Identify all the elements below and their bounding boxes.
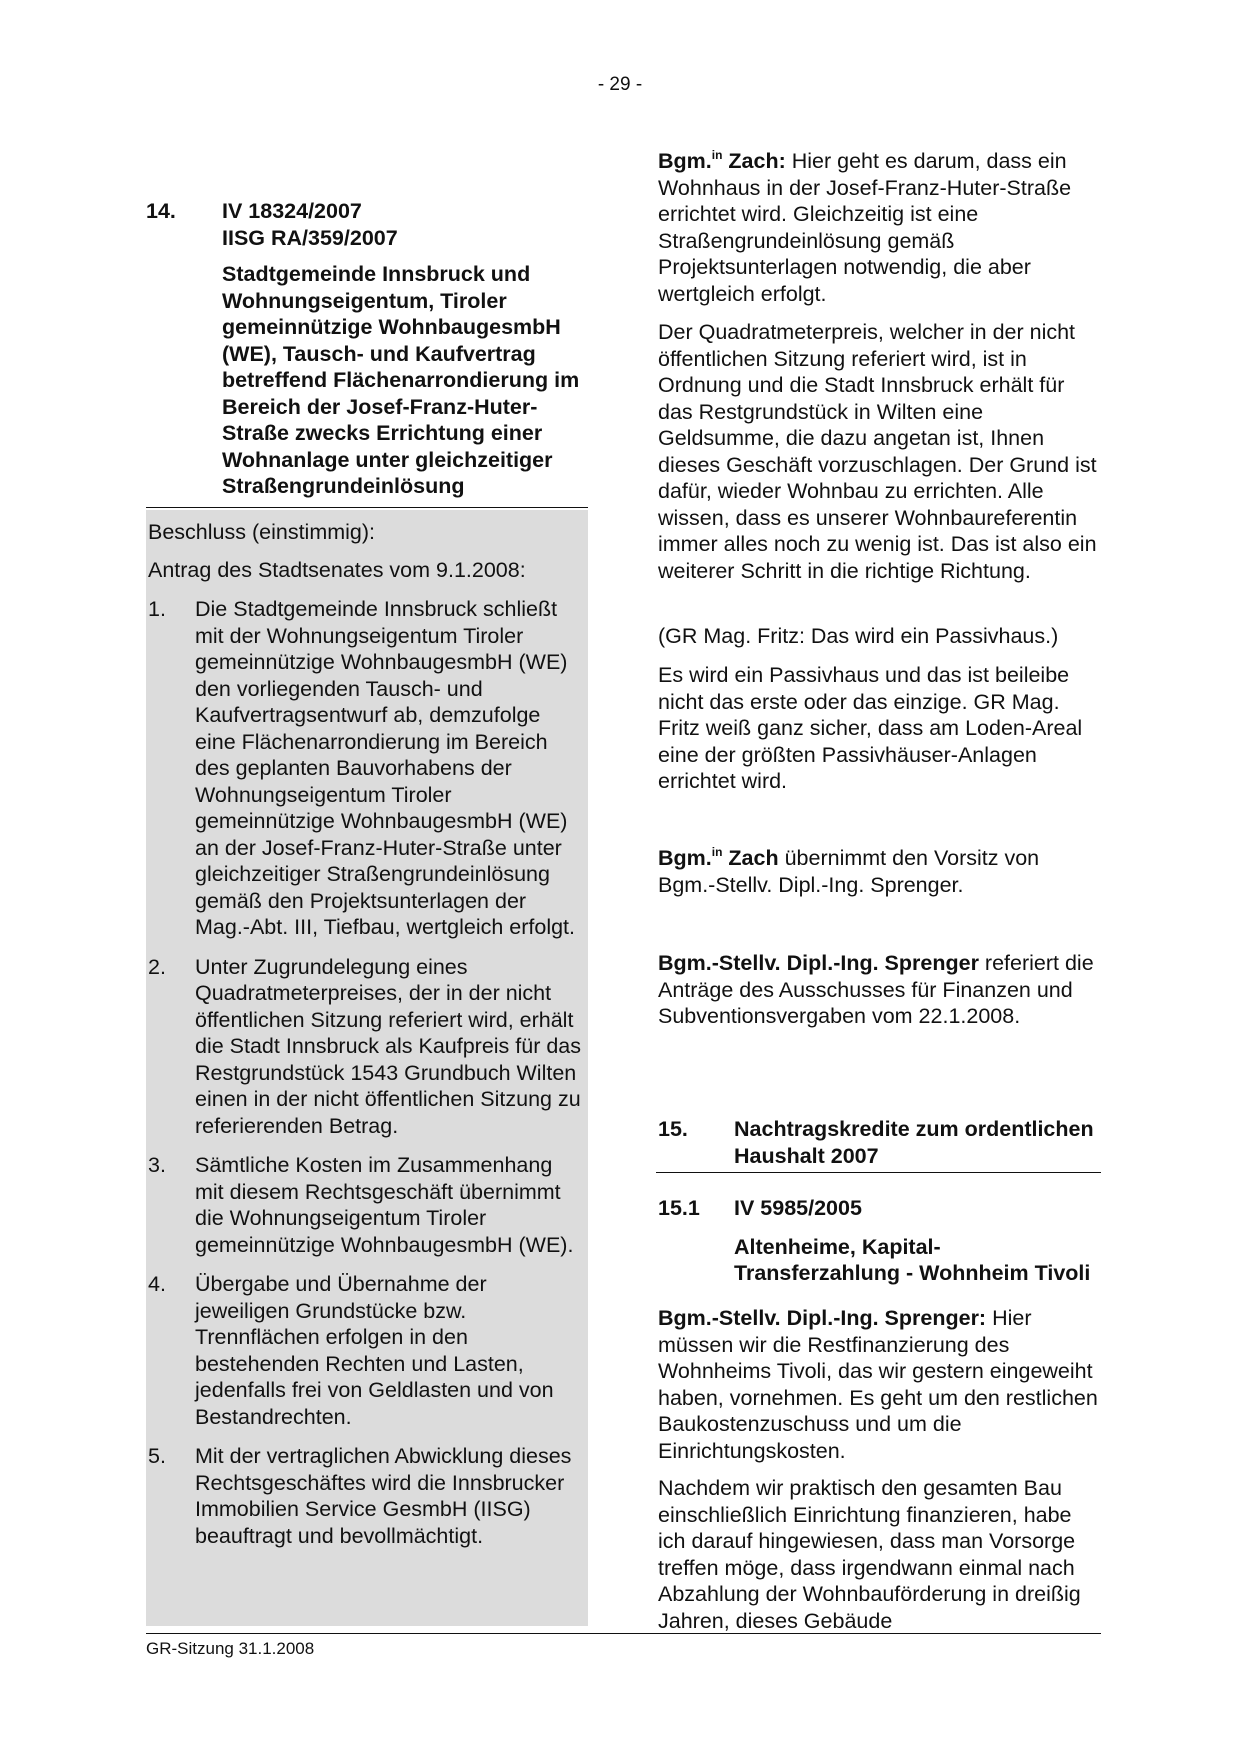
list-item: 5. Mit der vertraglichen Abwicklung dieses Rechtsgeschäftes wird die Innsbrucker Immobilien Service GesmbH (IISG) beauftragt und bevollmächtigt.	[148, 1444, 572, 1548]
list-item: 3. Sämtliche Kosten im Zusammenhang mit diesem Rechtsgeschäft übernimmt die Wohnungseigentum Tiroler gemeinnützige WohnbaugesmbH (WE).	[148, 1153, 574, 1257]
section-15-1-title: Altenheime, Kapital-Transferzahlung - Wohnheim Tivoli	[734, 1234, 1091, 1285]
decision-label: Beschluss (einstimmig):	[148, 520, 375, 544]
section-15-1-header: 15.1 IV 5985/2005 Altenheime, Kapital-Transferzahlung - Wohnheim Tivoli	[658, 1195, 1101, 1287]
list-item: 4. Übergabe und Übernahme der jeweiligen Grundstücke bzw. Trennflächen erfolgen in den bestehenden Rechten und Lasten, jedenfalls frei von Geldlasten und von Bestandrechten.	[148, 1272, 554, 1429]
item-title: Stadtgemeinde Innsbruck und Wohnungseigentum, Tiroler gemeinnützige WohnbaugesmbH (WE), Tausch- und Kaufvertrag betreffend Flächenarrondierung im Bereich der Josef-Franz-Huter-Straße zwecks Errichtung einer Wohnanlage unter gleichzeitiger Straßengrundeinlösung	[222, 262, 580, 498]
paragraph: Es wird ein Passivhaus und das ist beileibe nicht das erste oder das einzige. GR Mag. Fritz weiß ganz sicher, dass am Loden-Areal eine der größten Passivhäuser-Anlagen errichtet wird.	[658, 663, 1083, 793]
list-item: 1. Die Stadtgemeinde Innsbruck schließt mit der Wohnungseigentum Tiroler gemeinnützige WohnbaugesmbH (WE) den vorliegenden Tausch- und Kaufvertragsentwurf ab, demzufolge eine Flächenarrondierung im Bereich des geplanten Bauvorhabens der Wohnungseigentum Tiroler gemeinnützige WohnbaugesmbH (WE) an der Josef-Franz-Huter-Straße unter gleichzeitiger Straßengrundeinlösung gemäß den Projektsunterlagen der Mag.-Abt. III, Tiefbau, wertgleich erfolgt.	[148, 597, 576, 939]
interjection: (GR Mag. Fritz: Das wird ein Passivhaus.)	[658, 624, 1059, 648]
sprenger-statement: Bgm.-Stellv. Dipl.-Ing. Sprenger: Hier müssen wir die Restfinanzierung des Wohnheims Tivoli, das wir gestern eingeweiht haben, vornehmen. Es geht um den restlichen Baukostenzuschuss und um die Einrichtungskosten.	[658, 1306, 1098, 1463]
page-number: - 29 -	[597, 74, 643, 95]
paragraph: Nachdem wir praktisch den gesamten Bau einschließlich Einrichtung finanzieren, habe ich darauf hingewiesen, dass man Vorsorge treffen möge, dass irgendwann einmal nach Abzahlung der Wohnbauförderung in dreißig Jahren, dieses Gebäude	[658, 1476, 1081, 1633]
list-item: 2. Unter Zugrundelegung eines Quadratmeterpreises, der in der nicht öffentlichen Sitzung referiert wird, erhält die Stadt Innsbruck als Kaufpreis für das Restgrundstück 1543 Grundbuch Wilten einen in der nicht öffentlichen Sitzung zu referierenden Betrag.	[148, 954, 582, 1138]
item-number: 14.	[146, 199, 176, 223]
zach-statement: Bgm.$^{in}$ Zach: Hier geht es darum, dass ein Wohnhaus in der Josef-Franz-Huter-Straße errichtet wird. Gleichzeitig ist eine Straßengrundeinlösung gemäß Projektsunterlagen notwendig, die aber wertgleich erfolgt.	[658, 148, 1072, 306]
section-divider	[656, 1172, 1101, 1173]
motion-list	[148, 596, 586, 1562]
chair-handover: Bgm.$^{in}$ Zach übernimmt den Vorsitz von Bgm.-Stellv. Dipl.-Ing. Sprenger.	[658, 845, 1040, 897]
footer-session: GR-Sitzung 31.1.2008	[146, 1639, 315, 1658]
footer-divider	[146, 1633, 1101, 1634]
item-ref-2: IISG RA/359/2007	[222, 225, 398, 250]
section-15-1-ref: IV 5985/2005	[734, 1196, 862, 1220]
item-divider	[146, 507, 588, 508]
item-ref-1: IV 18324/2007	[222, 199, 362, 223]
section-15-title: Nachtragskredite zum ordentlichen Haushalt 2007	[734, 1117, 1094, 1168]
sprenger-report: Bgm.-Stellv. Dipl.-Ing. Sprenger referiert die Anträge des Ausschusses für Finanzen und Subventionsvergaben vom 22.1.2008.	[658, 951, 1094, 1028]
paragraph: Der Quadratmeterpreis, welcher in der nicht öffentlichen Sitzung referiert wird, ist in Ordnung und die Stadt Innsbruck erhält für das Restgrundstück in Wilten eine Geldsumme, die dazu angetan ist, Ihnen dieses Geschäft vorzuschlagen. Der Grund ist dafür, wieder Wohnbau zu errichten. Alle wissen, dass es unserer Wohnbaureferentin immer alles noch zu wenig ist. Das ist also ein weiterer Schritt in die richtige Richtung.	[658, 320, 1097, 583]
section-15-header: 15. Nachtragskredite zum ordentlichen Haushalt 2007	[658, 1116, 1101, 1169]
motion-label: Antrag des Stadtsenates vom 9.1.2008:	[148, 558, 526, 582]
item-14-header	[146, 198, 588, 498]
